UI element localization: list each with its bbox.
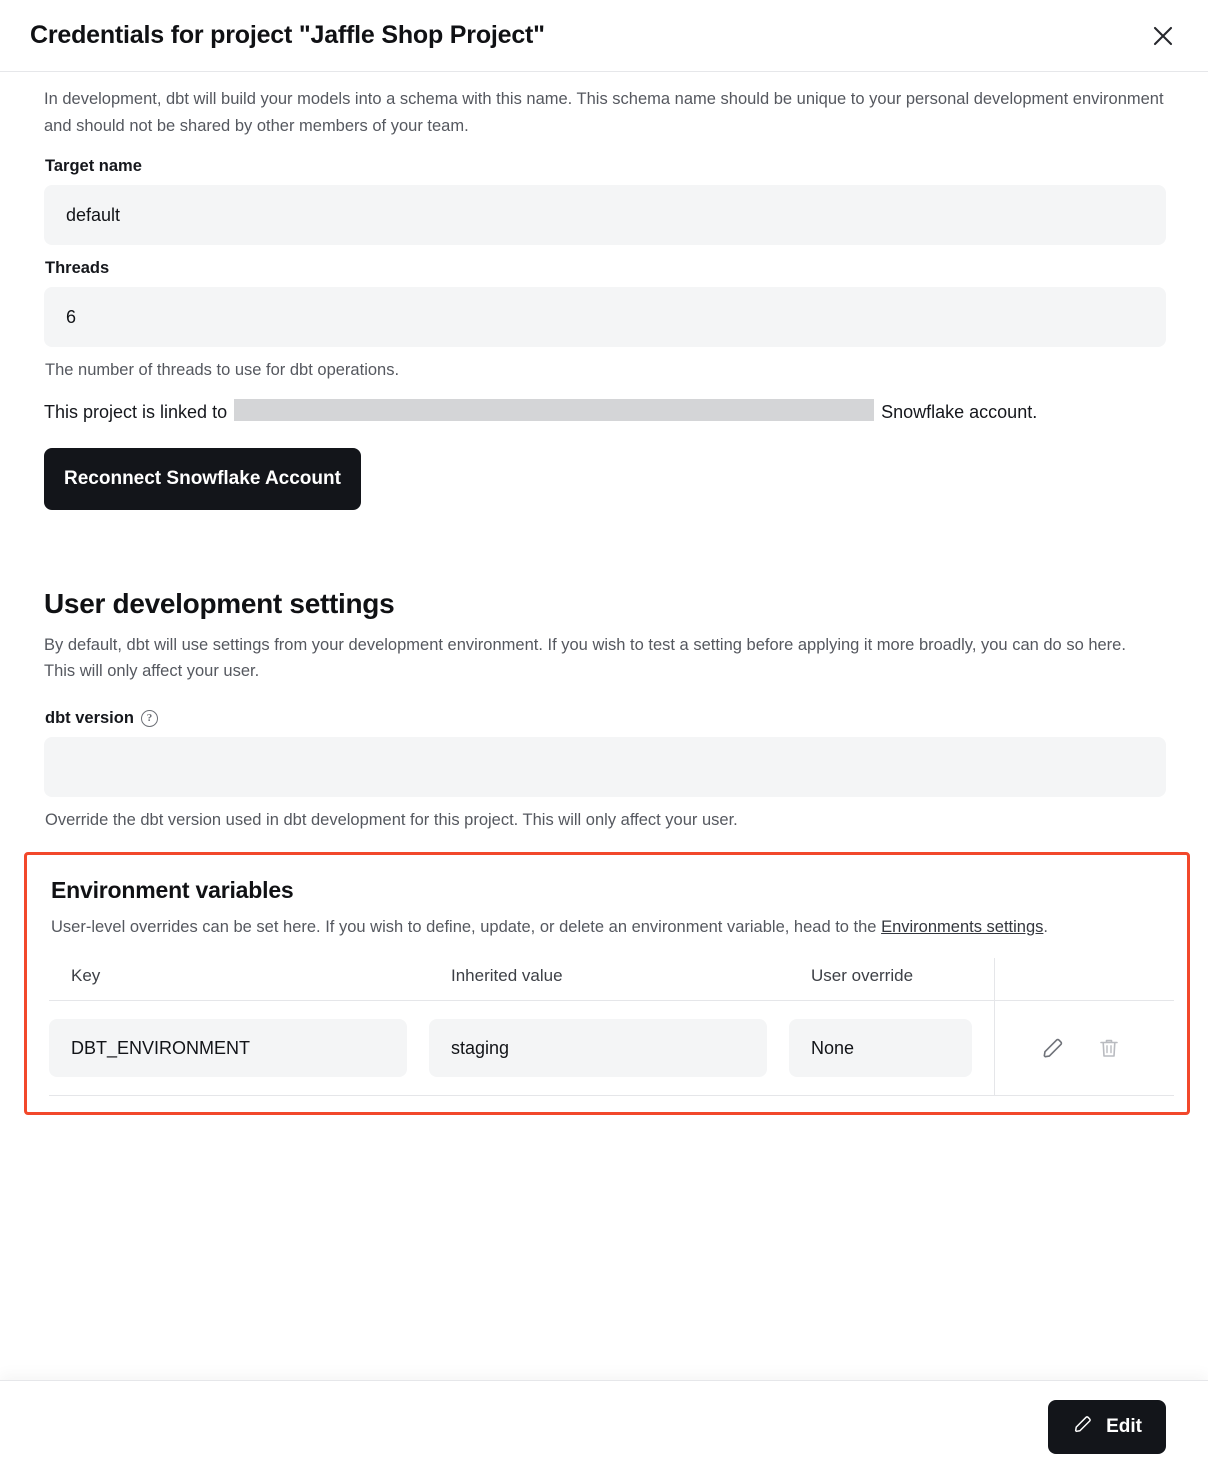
pencil-icon xyxy=(1072,1413,1094,1441)
cell-key xyxy=(49,1001,429,1096)
threads-input[interactable]: 6 xyxy=(44,287,1166,347)
dbt-version-help-text: Override the dbt version used in dbt development for this project. This will only affect your user. xyxy=(45,811,738,830)
help-icon[interactable]: ? xyxy=(141,710,158,727)
dbt-version-input[interactable] xyxy=(44,737,1166,797)
schema-help-text: In development, dbt will build your models into a schema with this name. This schema name should be unique to your personal development environment and should not be shared by other members of your team. xyxy=(44,90,1164,135)
environment-variables-panel xyxy=(24,852,1190,1115)
page-title: Credentials for project "Jaffle Shop Project" xyxy=(30,21,545,49)
user-development-settings-description: By default, dbt will use settings from your development environment. If you wish to test a setting before applying it more broadly, you can do so here. This will only affect your user. xyxy=(44,635,1126,681)
row-actions xyxy=(995,1033,1169,1063)
environment-variables-table xyxy=(49,958,1174,1096)
edit-button[interactable] xyxy=(1048,1400,1166,1454)
linked-account-prefix: This project is linked to xyxy=(44,402,228,423)
column-header-key: Key xyxy=(49,958,429,1001)
environment-variables-title: Environment variables xyxy=(51,877,294,904)
modal-footer xyxy=(0,1380,1208,1472)
target-name-input[interactable]: default xyxy=(44,185,1166,245)
cell-inherited-value xyxy=(429,1001,789,1096)
env-desc-before: User-level overrides can be set here. If you wish to define, update, or delete an environment variable, head to the xyxy=(51,918,877,937)
edit-button-label: Edit xyxy=(1106,1415,1142,1437)
dbt-version-label xyxy=(45,709,1166,728)
modal-body xyxy=(0,72,1208,1115)
threads-label xyxy=(45,259,1166,278)
linked-account-text xyxy=(44,398,1144,427)
trash-icon[interactable] xyxy=(1094,1033,1124,1063)
column-header-user-override: User override xyxy=(789,958,994,1001)
threads-help-text: The number of threads to use for dbt operations. xyxy=(45,361,400,380)
pencil-icon[interactable] xyxy=(1038,1033,1068,1063)
user-development-settings-title: User development settings xyxy=(44,587,395,619)
dbt-version-label-text: dbt version xyxy=(45,709,134,728)
redacted-account-id xyxy=(234,399,874,421)
environments-settings-link[interactable]: Environments settings xyxy=(881,918,1044,937)
linked-account-suffix: Snowflake account. xyxy=(881,402,1038,423)
env-var-user-override: None xyxy=(789,1019,972,1077)
modal-header xyxy=(0,0,1208,72)
cell-actions xyxy=(994,1001,1174,1096)
cell-user-override xyxy=(789,1001,994,1096)
reconnect-snowflake-button[interactable]: Reconnect Snowflake Account xyxy=(44,448,361,510)
environment-variables-description xyxy=(51,914,1161,940)
column-header-inherited-value: Inherited value xyxy=(429,958,789,1001)
env-desc-after: . xyxy=(1043,918,1048,937)
target-name-label xyxy=(45,157,1166,176)
env-var-key-value: DBT_ENVIRONMENT xyxy=(49,1019,407,1077)
table-row xyxy=(49,1001,1174,1096)
column-header-actions xyxy=(994,958,1174,1001)
threads-label-text: Threads xyxy=(45,259,110,278)
env-var-inherited-value: staging xyxy=(429,1019,767,1077)
close-icon[interactable] xyxy=(1146,19,1180,53)
target-name-label-text: Target name xyxy=(45,157,142,176)
table-header-row xyxy=(49,958,1174,1001)
